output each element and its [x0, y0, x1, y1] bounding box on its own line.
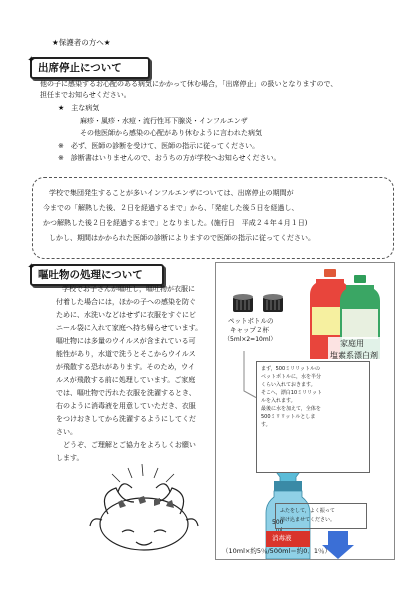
bleach-label-2: 塩素系漂白剤 — [330, 351, 378, 360]
note-2: ※ 診断書はいりませんので、おうちの方が学校へお知らせください。 — [58, 154, 281, 162]
attendance-suspension-title: ✦ 出席停止について — [30, 57, 150, 79]
shake-instructions-box — [275, 503, 367, 529]
notice-line-3: かつ解熱した後２日を経過するまで」となりました。(施行日 平成２４年４月１日) — [43, 219, 308, 227]
instruction-line: まず，500ミリリットルの — [261, 366, 320, 372]
instruction-line: そこへ，漂白10ミリリット — [261, 390, 322, 396]
disease-list-2: その他医師から感染の心配があり休むように言われた病気 — [80, 129, 262, 137]
body-line: 能性があり，水道で洗うとそこからウイルス — [56, 350, 196, 358]
body-line: ために、水洗いなどはせずに衣服をすぐにビ — [56, 311, 196, 319]
body-line: が飛散する恐れがあります。そのため，ウイ — [56, 363, 195, 371]
body-line: します。 — [56, 454, 84, 462]
intro-line-2: 担任までお知らせください。 — [40, 91, 131, 99]
body-line: ニール袋に入れて家庭へ持ち帰らせています。 — [56, 324, 203, 332]
instruction-line: 最後に水を加えて，全体を — [261, 406, 321, 412]
sparkle-icon: ✦ — [27, 262, 36, 273]
body-line: では、嘔吐物で汚れた衣服を洗濯するとき、 — [56, 389, 196, 397]
instructions-box — [256, 361, 370, 473]
caps-label-1: ペットボトルの — [228, 317, 274, 325]
notice-line-1: 学校で集団発生することが多いインフルエンザについては、出席停止の期間が — [49, 189, 294, 197]
bottle-volume: 500 — [272, 519, 284, 526]
instruction-line: す。 — [261, 422, 271, 428]
disease-list-1: 麻疹・風疹・水痘・流行性耳下腺炎・インフルエンザ — [80, 117, 248, 125]
caps-label-2: キャップ２杯 — [230, 326, 269, 334]
body-line: 付着した場合には，ほかの子への感染を防ぐ — [56, 298, 196, 306]
bleach-label-1: 家庭用 — [340, 339, 364, 348]
notice-line-4: しかし、期間はかかられた医師の診断によりますので医師の指示に従ってください。 — [49, 234, 315, 242]
intro-line-1: 他の子に感染するお心配のある病気にかかって休む場合，「出席停止」の扱いとなりますので、 — [40, 80, 338, 88]
influenza-notice-box — [32, 177, 394, 259]
body-line: さい。 — [56, 428, 77, 436]
to-parents-heading: ★保護者の方へ★ — [52, 38, 111, 47]
shake-line-2: 溶け込ませてください。 — [280, 517, 336, 523]
shake-line-1: ふたをして，よく振って — [280, 508, 335, 514]
note-1: ※ 必ず、医師の診断を受けて、医師の指示に従ってください。 — [58, 142, 260, 150]
body-line: ルスが飛散する前に処理しています。ご家庭 — [56, 376, 196, 384]
caps-label-3: （5ml×2=10ml） — [224, 336, 277, 343]
body-line: 嘔吐物には多量のウイルスが含まれている可 — [56, 337, 196, 345]
body-line: 右のように消毒液を用意していただき、衣服 — [56, 402, 196, 410]
instruction-line: 500ミリリットルとしま — [261, 414, 316, 420]
vomit-handling-title: ✦ 嘔吐物の処理について — [30, 264, 164, 286]
instruction-line: ペットボトルに，水を半分 — [261, 374, 322, 380]
main-diseases-label: ★ 主な病気 — [58, 104, 100, 112]
notice-line-2: 今までの「解熱した後、２日を経過するまで」から、「発症した後５日を経過し、 — [43, 204, 299, 212]
instruction-line: ルを入れます。 — [261, 398, 296, 404]
sick-cat-illustration — [88, 462, 200, 558]
bottle-unit: ml — [276, 527, 283, 533]
sparkle-icon: ✦ — [27, 55, 36, 66]
body-line: どうぞ、ご理解とご協力をよろしくお願い — [56, 441, 196, 449]
body-line: 学校でお子さんが嘔吐し，嘔吐物が衣服に — [62, 285, 195, 293]
instruction-line: くらい入れておきます。 — [261, 382, 316, 388]
bottle-tag-text: 消毒液 — [272, 534, 292, 542]
bottle-caps-icon — [230, 291, 288, 317]
body-line: をつけおきしてから洗濯するようにしてくだ — [56, 415, 196, 423]
ratio-formula: （10ml×約5％/500ml＝約0．1％） — [222, 547, 331, 555]
